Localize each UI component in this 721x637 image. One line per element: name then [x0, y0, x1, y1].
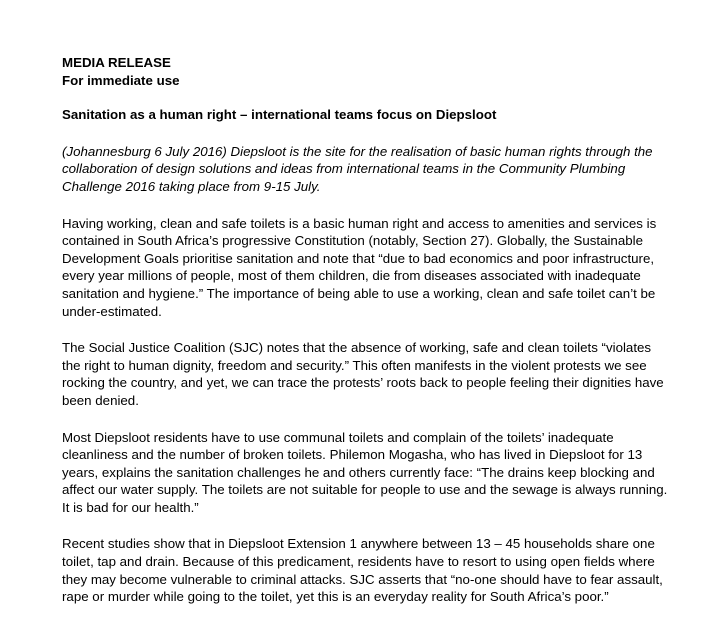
media-release-label: MEDIA RELEASE — [62, 55, 171, 70]
paragraph-studies — [62, 535, 672, 605]
intro-paragraph: (Johannesburg 6 July 2016) Diepsloot is the site for the realisation of basic human rights through the collaboration of design solutions and ideas from international teams in the Community Plumbing Challenge 2016 taking place from 9-15 July. — [62, 143, 653, 194]
residents-text: Most Diepsloot residents have to use communal toilets and complain of the toilets’ inadequate cleanliness and the number of broken toilets. — [62, 429, 614, 463]
philemon-quote: Philemon Mogasha, who has lived in Diepsloot for 13 years, explains the sanitation challenges he and others currently face: “The drains keep blocking and affect our water supply. The toilets are not suitable for people to use and the sewage is always running. It is bad for our health.” — [62, 447, 668, 515]
immediate-use-label: For immediate use — [62, 72, 180, 88]
release-title: Sanitation as a human right – international teams focus on Diepsloot — [62, 107, 497, 123]
paragraph-human-right: Having working, clean and safe toilets is a basic human right and access to amenities and services is contained in South Africa’s progressive Constitution (notably, Section 27). Globally, the Sustainable Development Goals prioritise sanitation and note that “due to bad economics and poor infrastructure, every year millions of people, most of them children, die from diseases associated with inadequate sanitation and hygiene.” The importance of being able to use a working, clean and safe toilet can’t be under-estimated. — [62, 215, 657, 319]
studies-text: Recent studies show that in Diepsloot Extension 1 anywhere between 13 – 45 households share one toilet, tap and drain. — [62, 536, 655, 570]
media-release-document — [62, 54, 672, 606]
paragraph-sjc-dignity: The Social Justice Coalition (SJC) notes that the absence of working, safe and clean toilets “violates the right to human dignity, freedom and security.” This often manifests in the violent protests we see rocking the country, and yet, we can trace the protests’ roots back to people feeling their dignities have been denied. — [62, 340, 664, 408]
open-fields-text: Because of this predicament, residents have to resort to using open fields where they may become vulnerable to criminal attacks. SJC asserts that “no-one should have to fear assault, rape or murder while going to the toilet, yet this is an everyday reality for South Africa’s poor.” — [62, 554, 663, 605]
paragraph-residents — [62, 429, 672, 517]
